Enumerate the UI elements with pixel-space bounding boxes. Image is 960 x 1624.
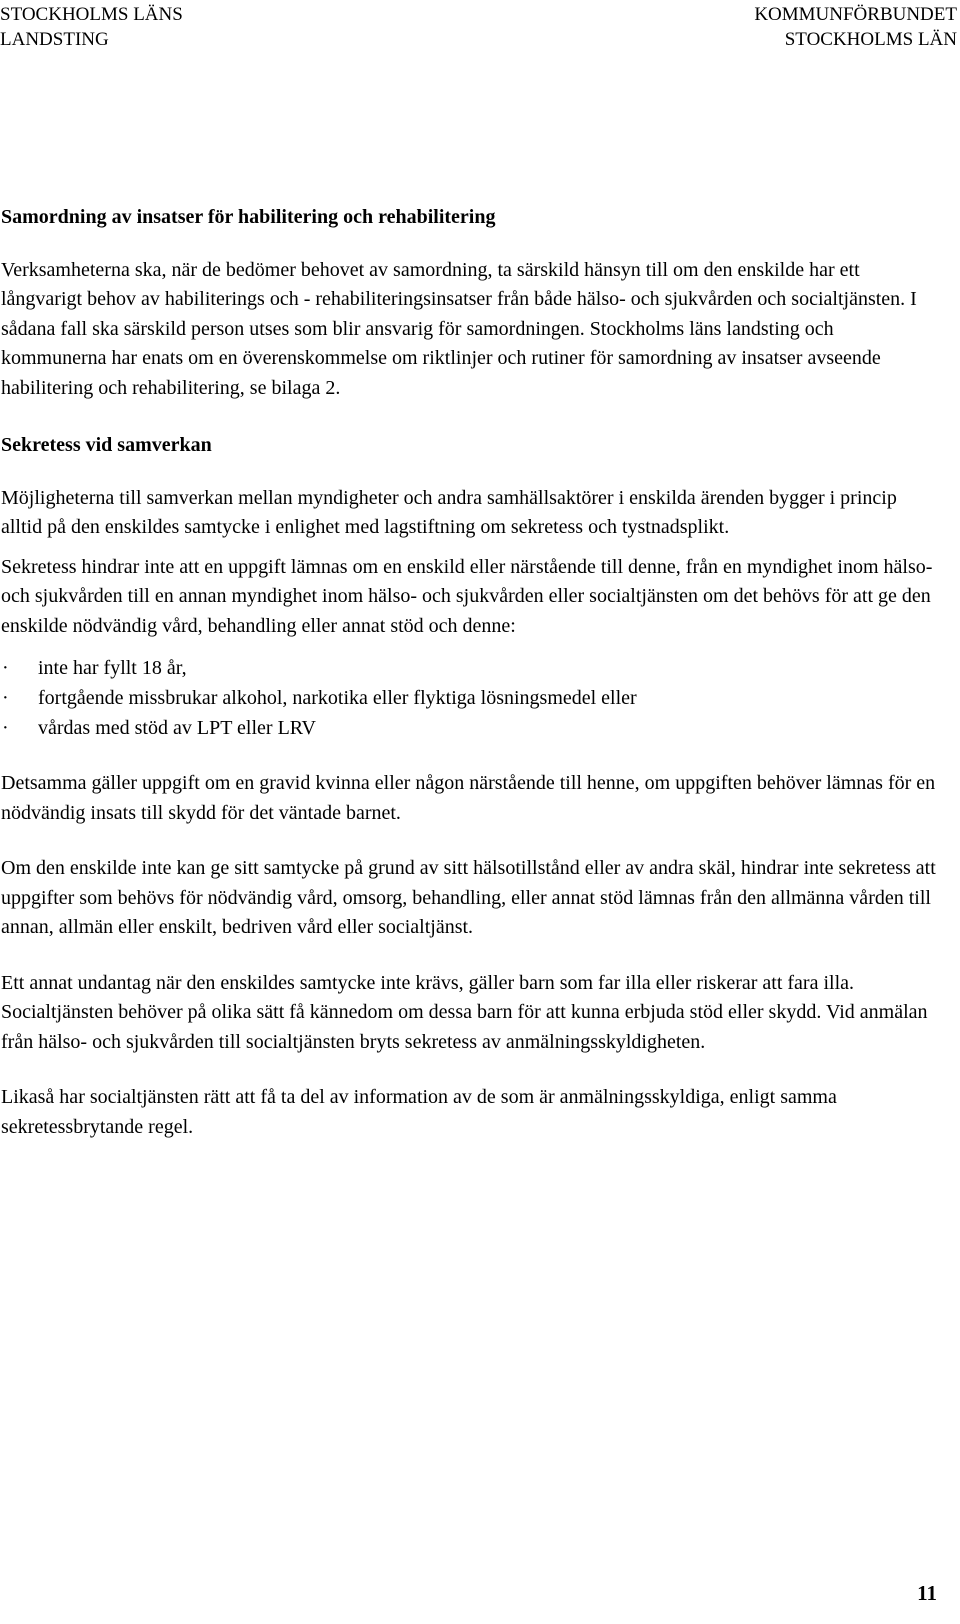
header-left-org xyxy=(0,2,183,52)
header-left-line2: LANDSTING xyxy=(0,29,109,50)
bullet-list xyxy=(1,653,941,743)
paragraph-sekretess-hindrar: Sekretess hindrar inte att en uppgift lämnas om en enskild eller närstående till denne, från en myndighet inom hälso- och sjukvården till en annan myndighet inom hälso- och sjukvården eller socialtjänsten om det behövs för att ge den enskilde nödvändig vård, behandling eller annat stöd och denne: xyxy=(1,555,933,637)
header-right-line1: KOMMUNFÖRBUNDET xyxy=(754,4,957,25)
bullet-dot: · xyxy=(2,687,9,709)
paragraph-undantag: Ett annat undantag när den enskildes samtycke inte krävs, gäller barn som far illa eller riskerar att fara illa. Socialtjänsten behöver på olika sätt få kännedom om dessa barn för att kunna erbjuda stöd eller skydd. Vid anmälan från hälso- och sjukvården till socialtjänsten bryts sekretess av anmälningsskyldigheten. xyxy=(1,971,928,1053)
bullet-dot: · xyxy=(2,657,9,679)
page-number: 11 xyxy=(917,1581,937,1605)
section-heading-sekretess: Sekretess vid samverkan xyxy=(1,434,212,456)
list-item xyxy=(1,713,941,743)
list-item xyxy=(1,683,941,713)
list-item-text: fortgående missbrukar alkohol, narkotika eller flyktiga lösningsmedel eller xyxy=(38,687,637,709)
document-body xyxy=(1,203,941,1142)
list-item xyxy=(1,653,941,683)
paragraph-likaså: Likaså har socialtjänsten rätt att få ta del av information av de som är anmälningsskyldiga, enligt samma sekretessbrytande regel. xyxy=(1,1086,837,1138)
bullet-dot: · xyxy=(2,717,9,739)
header-right-org xyxy=(754,2,957,52)
paragraph-samtycke: Om den enskilde inte kan ge sitt samtycke på grund av sitt hälsotillstånd eller av andra skäl, hindrar inte sekretess att uppgifter som behövs för nödvändig vård, omsorg, behandling, eller annat stöd lämnas från den allmänna vården till annan, allmän eller enskilt, bedriven vård eller socialtjänst. xyxy=(1,857,936,938)
section-heading-samordning: Samordning av insatser för habilitering och rehabilitering xyxy=(1,206,496,228)
list-item-text: vårdas med stöd av LPT eller LRV xyxy=(38,717,316,739)
paragraph-gravid: Detsamma gäller uppgift om en gravid kvinna eller någon närstående till henne, om uppgiften behöver lämnas för en nödvändig insats till skydd för det väntade barnet. xyxy=(1,772,936,824)
paragraph-samverkan: Möjligheterna till samverkan mellan myndigheter och andra samhällsaktörer i enskilda ärenden bygger i princip alltid på den enskildes samtycke i enlighet med lagstiftning om sekretess och tystnadsplikt. xyxy=(1,486,897,538)
list-item-text: inte har fyllt 18 år, xyxy=(38,657,187,679)
header-left-line1: STOCKHOLMS LÄNS xyxy=(0,4,183,25)
header-right-line2: STOCKHOLMS LÄN xyxy=(784,29,957,50)
paragraph-samordning: Verksamheterna ska, när de bedömer behovet av samordning, ta särskild hänsyn till om den enskilde har ett långvarigt behov av habiliterings och - rehabiliteringsinsatser från både hälso- och sjukvården och socialtjänsten. I sådana fall ska särskild person utses som blir ansvarig för samordningen. Stockholms läns landsting och kommunerna har enats om en överenskommelse om riktlinjer och rutiner för samordning av insatser avseende habilitering och rehabilitering, se bilaga 2. xyxy=(1,258,917,399)
